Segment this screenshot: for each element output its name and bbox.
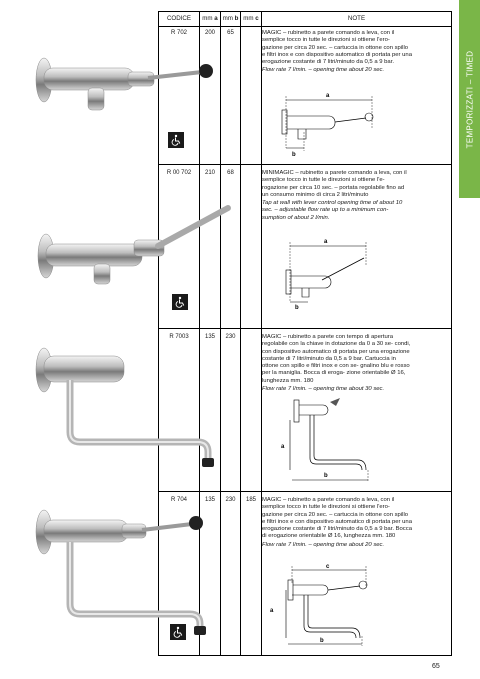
row-dim-b: 230 <box>225 334 236 340</box>
side-tab-label-wrap <box>459 0 480 198</box>
product-image-r704 <box>30 508 220 640</box>
description-english: Flow rate 7 l/min. – opening time about 30 sec. <box>262 386 385 393</box>
dim-label-a: a <box>281 444 285 450</box>
dimension-diagram <box>262 236 402 310</box>
header-note: NOTE <box>347 15 366 22</box>
dimension-diagram <box>262 392 402 488</box>
row-dim-b: 65 <box>227 30 234 36</box>
dimension-diagram <box>262 560 402 652</box>
row-dim-b: 68 <box>227 170 234 176</box>
column-divider <box>451 11 452 656</box>
header-b: mm b <box>222 15 239 22</box>
row-separator <box>158 491 451 492</box>
description-italian: MAGIC – rubinetto a parete comando a leva, con il semplice tocco in tutte le direzioni si ottiene l'ero- gazione per circa 20 sec. – cartuccia in ottone con spillo e filtri inox e con dispositivo automatico di portata per una erogazione costante di 7 litri/minuto da 0,5 a 9 bar. Bocca di erogazione orientabile Ø 16, lunghezza mm. 180 <box>262 497 412 540</box>
description-english: Flow rate 7 l/min. – opening time about 20 sec. <box>262 541 385 548</box>
column-divider <box>240 11 241 656</box>
dim-label-a: a <box>324 239 328 245</box>
description-italian: MAGIC – rubinetto a parete comando a leva, con il semplice tocco in tutte le direzioni si ottiene l'ero- gazione per circa 20 sec. – cartuccia in ottone con spillo e filtri inox e con dispositivo automatico di portata per una erogazione costante di 7 litri/minuto da 0,5 a 9 bar. <box>262 30 412 66</box>
dim-label-c: c <box>326 564 330 570</box>
row-dim-a: 200 <box>204 30 215 36</box>
table-bottom-border <box>158 655 451 656</box>
row-code: R 00 702 <box>166 170 192 176</box>
side-tab-label: TEMPORIZZATI – TIMED <box>465 50 474 148</box>
dim-label-b: b <box>292 152 296 158</box>
row-description <box>262 497 412 549</box>
row-separator <box>158 328 451 329</box>
row-description <box>262 30 412 75</box>
description-italian: MINIMAGIC – rubinetto a parete comando a leva, con il semplice tocco in tutte le direzioni si ottiene l'e- rogazione per circa 10 sec. – portata regolabile fino ad un consumo minimo di circa 2 litri/minuto <box>262 170 407 198</box>
header-code: CODICE <box>166 15 192 22</box>
table-header-border <box>158 26 451 27</box>
description-english: Tap at wall with lever control opening time of about 10 sec. – adjustable flow rate up to a minimum con- sumption of about 2 l/min. <box>262 200 403 221</box>
description-italian: MAGIC – rubinetto a parete con tempo di apertura regolabile con la chiave in dotazione da 0 a 30 se- condi, con dispositivo automatico di portata per una erogazione costante di 7 litri/minuto da 0,5 a 9 bar. Cartuccia in ottone con spillo e filtri inox e con se- gnalino blu e rosso per la maniglia. Bocca di eroga- zione orientabile Ø 16, lunghezza mm. 180 <box>262 334 411 384</box>
dimension-diagram <box>262 88 402 158</box>
row-code: R 704 <box>170 497 187 503</box>
row-dim-b: 230 <box>225 497 236 503</box>
row-dim-a: 135 <box>204 334 215 340</box>
row-code: R 7003 <box>169 334 189 340</box>
wheelchair-accessible-icon <box>168 132 184 148</box>
dim-label-a: a <box>270 608 274 614</box>
row-description <box>262 334 412 393</box>
row-dim-a: 135 <box>204 497 215 503</box>
wheelchair-accessible-icon <box>170 624 186 640</box>
header-a: mm a <box>202 15 218 22</box>
dim-label-b: b <box>320 638 324 644</box>
row-dim-a: 210 <box>204 170 215 176</box>
dim-label-b: b <box>324 473 328 479</box>
row-dim-c: 185 <box>245 497 256 503</box>
product-image-r00702 <box>30 190 240 290</box>
product-image-r7003 <box>30 344 220 472</box>
dim-label-a: a <box>326 93 330 99</box>
product-image-r702 <box>30 44 220 116</box>
row-code: R 702 <box>170 30 187 36</box>
description-english: Flow rate 7 l/min. – opening time about 20 sec. <box>262 67 385 74</box>
row-separator <box>158 164 451 165</box>
page-number: 65 <box>432 663 440 670</box>
dim-label-b: b <box>295 305 299 310</box>
header-c: mm c <box>243 15 259 22</box>
wheelchair-accessible-icon <box>172 294 188 310</box>
row-description <box>262 170 412 222</box>
